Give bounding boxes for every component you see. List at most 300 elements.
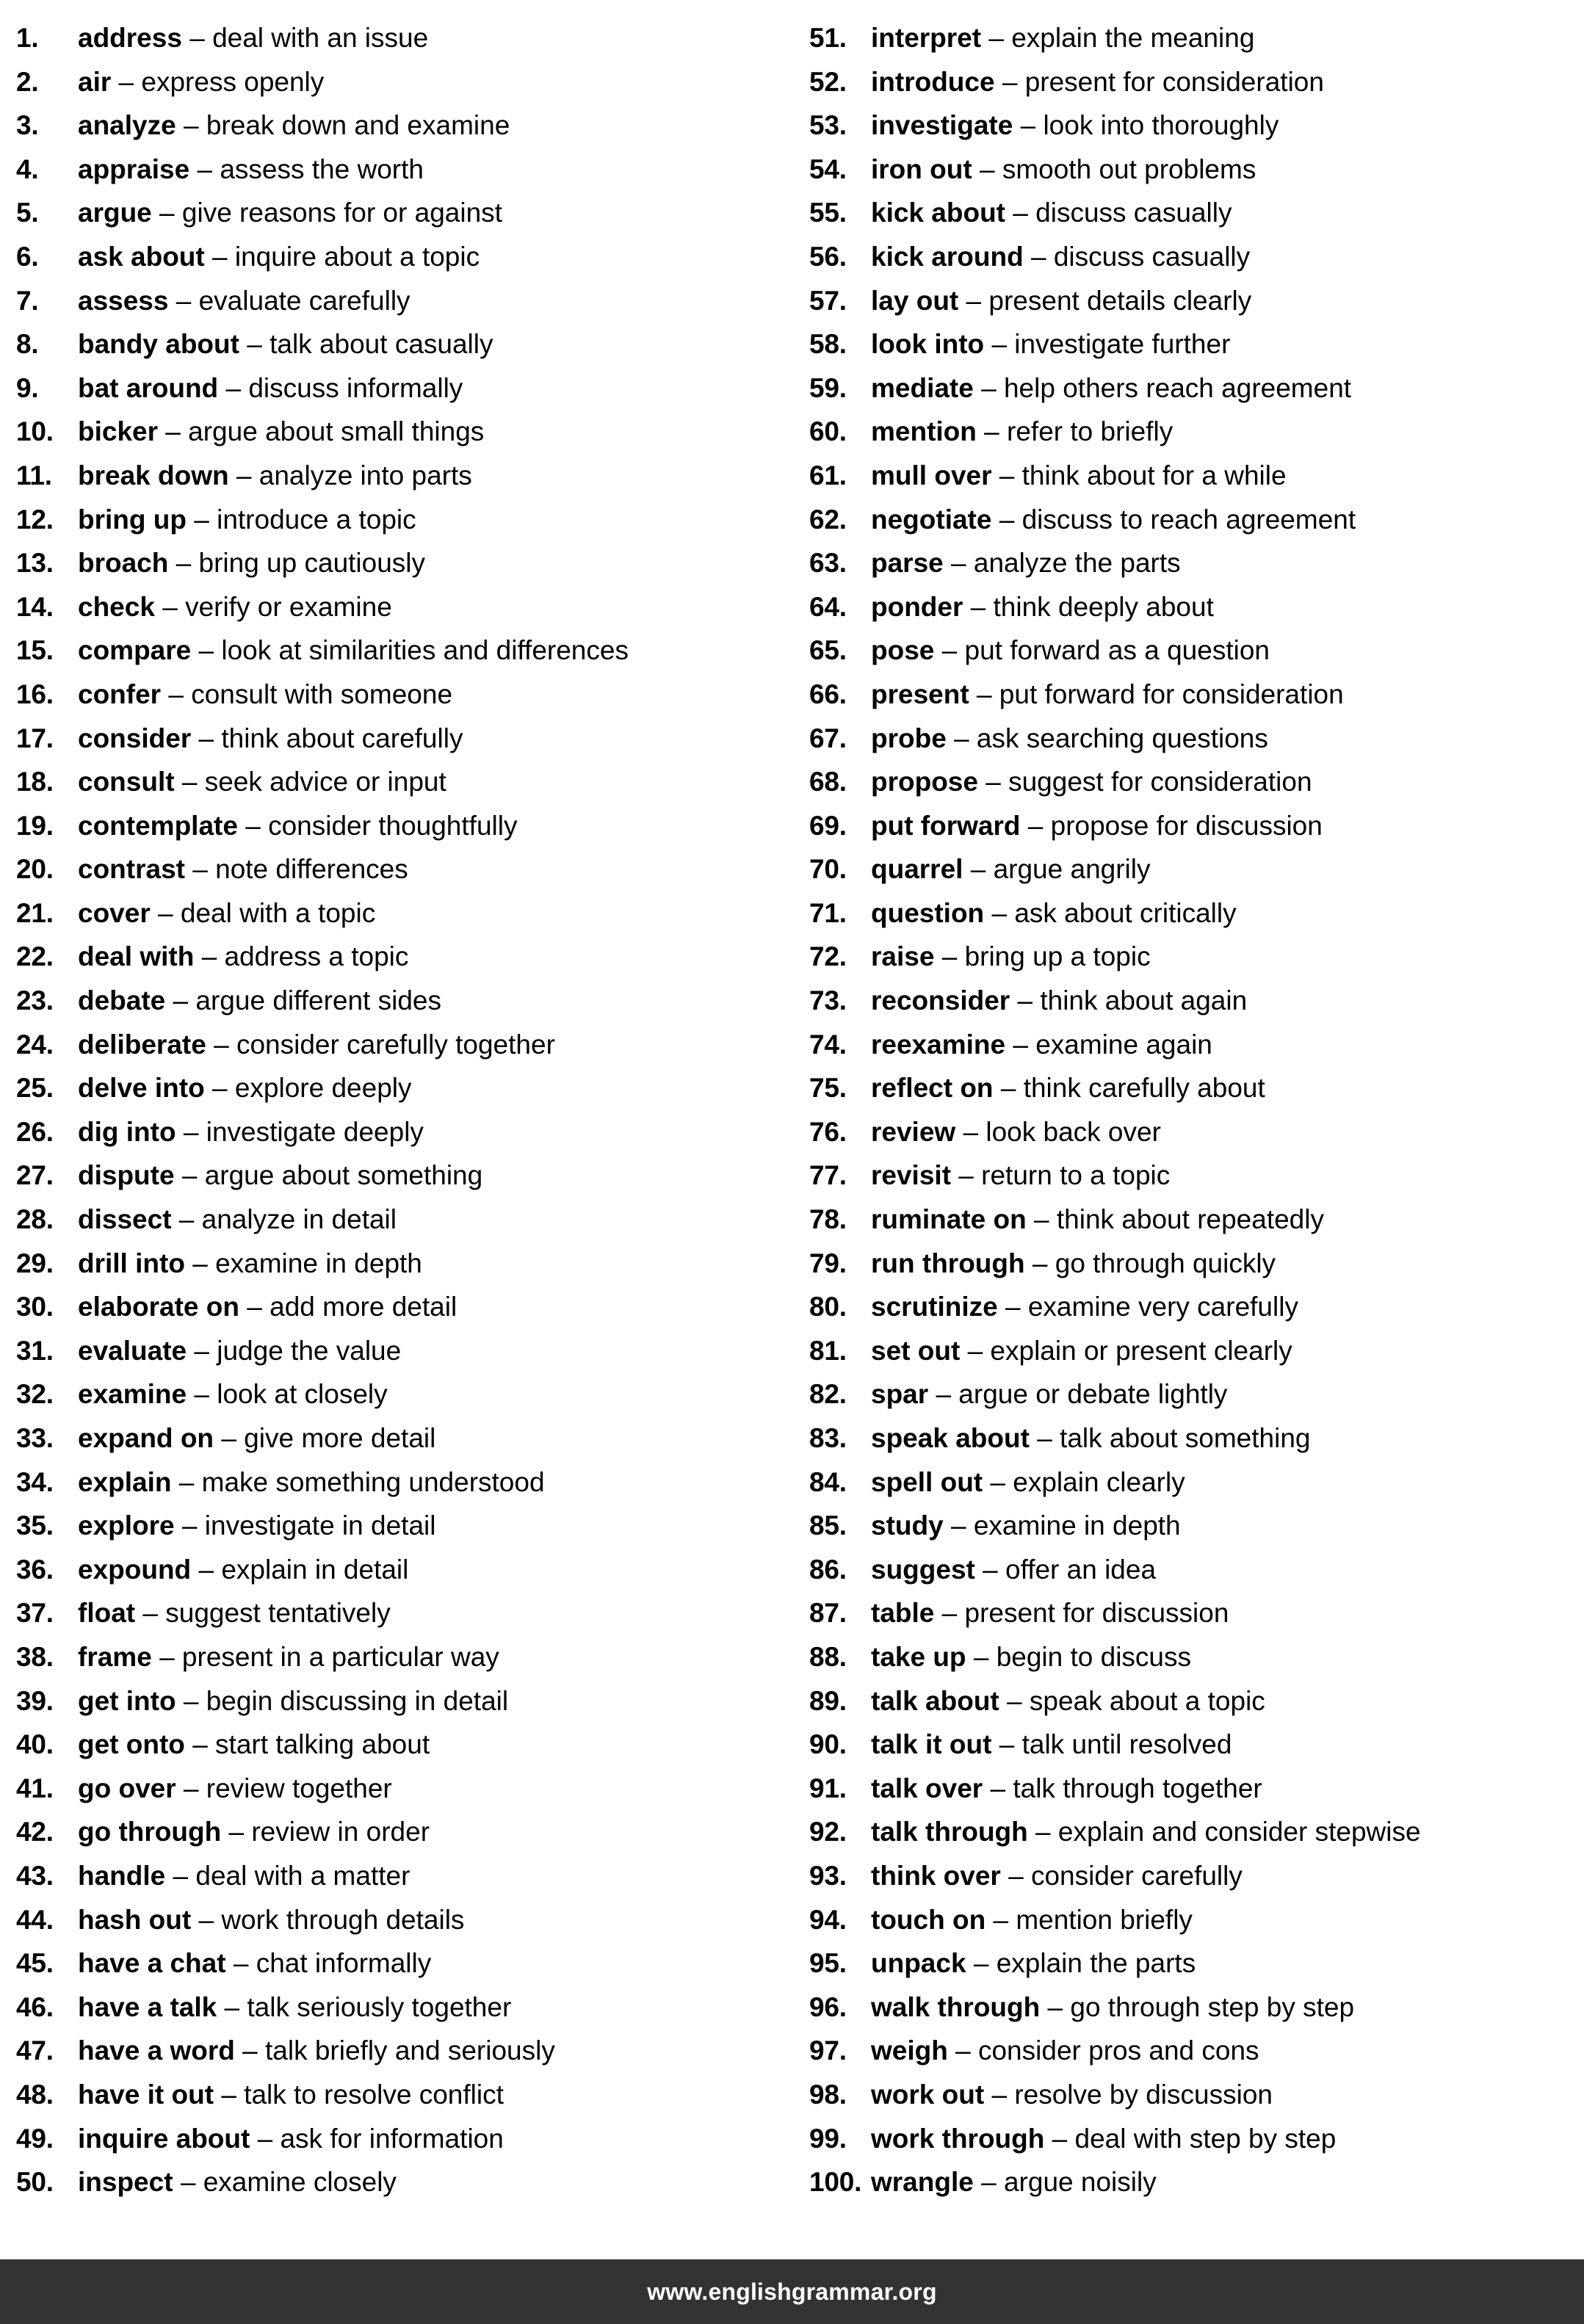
verb-term: frame — [78, 1641, 152, 1672]
verb-definition: look back over — [986, 1116, 1161, 1147]
list-item-number: 76. — [809, 1116, 847, 1147]
verb-definition: explain clearly — [1013, 1466, 1185, 1497]
verb-term: expand on — [78, 1423, 214, 1453]
list-item-body — [78, 322, 787, 366]
list-item-body — [78, 279, 787, 323]
verb-definition: ask for information — [280, 2123, 504, 2154]
verb-term: bat around — [78, 372, 219, 403]
verb-term: negotiate — [871, 504, 992, 535]
footer-bar — [0, 2259, 1584, 2324]
list-item-body — [871, 760, 1578, 804]
list-item — [809, 1941, 1578, 1985]
list-item-number: 99. — [809, 2123, 847, 2154]
verb-separator-dash: – — [118, 66, 134, 97]
verb-separator-dash: – — [986, 767, 1001, 797]
verb-term: get into — [78, 1685, 176, 1716]
list-item-body — [78, 2117, 787, 2161]
list-item-body — [78, 1679, 787, 1723]
list-item — [809, 585, 1578, 629]
verb-separator-dash: – — [178, 1204, 195, 1235]
list-item-number: 94. — [809, 1904, 847, 1935]
verb-separator-dash: – — [967, 1335, 983, 1366]
list-item-number: 20. — [16, 854, 54, 885]
list-item-body — [871, 60, 1578, 104]
verb-separator-dash: – — [181, 1510, 198, 1541]
list-item-number: 85. — [809, 1510, 847, 1541]
list-item-body — [78, 1723, 787, 1767]
list-item — [809, 60, 1578, 104]
list-item-body — [871, 585, 1578, 629]
verb-separator-dash: – — [954, 723, 969, 753]
verb-term: explore — [78, 1510, 175, 1541]
list-item — [809, 279, 1578, 323]
list-item-body — [78, 1460, 787, 1505]
verb-term: evaluate — [78, 1335, 187, 1366]
list-item-number: 51. — [809, 23, 847, 53]
verb-term: study — [871, 1510, 944, 1541]
list-item-body — [78, 1767, 787, 1811]
verb-term: expound — [78, 1554, 192, 1585]
list-item-number: 11. — [16, 460, 52, 490]
list-item-body — [78, 148, 787, 192]
verb-term: lay out — [871, 285, 959, 316]
list-item-number: 2. — [16, 66, 39, 97]
verb-separator-dash: – — [247, 329, 262, 360]
list-item-number: 84. — [809, 1466, 847, 1497]
list-item — [16, 760, 787, 804]
list-item-number: 79. — [809, 1248, 847, 1278]
list-item — [16, 2073, 787, 2117]
list-item-number: 5. — [16, 198, 39, 228]
list-item-body — [871, 104, 1578, 148]
verb-separator-dash: – — [192, 1729, 208, 1760]
verb-separator-dash: – — [988, 23, 1004, 53]
verb-separator-dash: – — [224, 1991, 240, 2022]
list-item-body — [871, 1372, 1578, 1416]
list-item — [809, 673, 1578, 717]
list-item-body — [78, 1110, 787, 1154]
list-item — [809, 717, 1578, 761]
verb-definition: examine in depth — [973, 1510, 1181, 1541]
verb-term: interpret — [871, 23, 982, 53]
list-item-number: 80. — [809, 1292, 847, 1322]
list-item-number: 67. — [809, 723, 847, 753]
verb-separator-dash: – — [245, 810, 261, 841]
verb-separator-dash: – — [242, 2035, 258, 2066]
list-item — [809, 1198, 1578, 1242]
list-item-number: 69. — [809, 810, 847, 841]
list-item-body — [871, 717, 1578, 761]
verb-term: deal with — [78, 941, 195, 972]
verb-definition: deal with an issue — [212, 23, 429, 53]
verb-term: drill into — [78, 1248, 185, 1278]
verb-term: ask about — [78, 241, 205, 272]
verb-separator-dash: – — [183, 1685, 199, 1716]
verb-separator-dash: – — [221, 2079, 236, 2110]
list-item — [809, 891, 1578, 935]
list-item-number: 48. — [16, 2079, 54, 2110]
list-item — [809, 104, 1578, 148]
list-item — [16, 322, 787, 366]
verb-term: mull over — [871, 460, 992, 490]
verb-definition: offer an idea — [1005, 1554, 1157, 1585]
verb-separator-dash: – — [1008, 1860, 1024, 1891]
verb-definition: explain in detail — [221, 1554, 409, 1585]
right-column — [793, 16, 1584, 2259]
verb-separator-dash: – — [941, 941, 958, 972]
list-item-number: 8. — [16, 329, 39, 360]
list-item-body — [78, 16, 787, 60]
list-item-body — [871, 1285, 1578, 1329]
verb-separator-dash: – — [999, 460, 1015, 490]
verb-term: talk it out — [871, 1729, 992, 1760]
list-item — [16, 1810, 787, 1854]
list-item — [16, 1548, 787, 1592]
verb-definition: add more detail — [270, 1292, 458, 1322]
list-item-body — [871, 891, 1578, 935]
verb-separator-dash: – — [1037, 1423, 1052, 1453]
verb-separator-dash: – — [176, 285, 192, 316]
list-item-body — [78, 1198, 787, 1242]
verb-definition: introduce a topic — [217, 504, 416, 535]
list-item — [809, 847, 1578, 891]
list-item-number: 25. — [16, 1073, 54, 1104]
footer-website-url: www.englishgrammar.org — [647, 2278, 937, 2305]
list-item-number: 18. — [16, 767, 54, 797]
verb-definition: argue about something — [204, 1160, 483, 1191]
list-item-body — [78, 1504, 787, 1548]
verb-separator-dash: – — [142, 1598, 158, 1629]
list-item-body — [871, 366, 1578, 410]
list-item-number: 60. — [809, 416, 847, 447]
list-item — [809, 1723, 1578, 1767]
verb-definition: give reasons for or against — [181, 198, 502, 228]
verb-term: kick about — [871, 198, 1005, 228]
verb-term: examine — [78, 1379, 187, 1410]
list-item — [16, 1285, 787, 1329]
list-item — [809, 1066, 1578, 1110]
list-item-number: 78. — [809, 1204, 847, 1235]
list-item-number: 17. — [16, 723, 54, 753]
verb-definition: express openly — [141, 66, 325, 97]
list-item-number: 52. — [809, 66, 847, 97]
verb-definition: talk through together — [1013, 1773, 1262, 1803]
verb-term: contemplate — [78, 810, 238, 841]
verb-term: table — [871, 1598, 935, 1629]
verb-separator-dash: – — [173, 1860, 189, 1891]
verb-term: think over — [871, 1860, 1001, 1891]
list-item-body — [871, 1767, 1578, 1811]
verb-term: consult — [78, 767, 175, 797]
list-item-body — [871, 979, 1578, 1023]
list-item — [16, 629, 787, 673]
verb-term: assess — [78, 285, 169, 316]
verb-term: dispute — [78, 1160, 175, 1191]
verb-separator-dash: – — [941, 635, 958, 666]
list-item-number: 21. — [16, 897, 54, 928]
verb-term: spar — [871, 1379, 929, 1410]
list-item-number: 36. — [16, 1554, 54, 1585]
verb-separator-dash: – — [973, 1948, 989, 1979]
list-item-body — [78, 410, 787, 454]
verb-separator-dash: – — [1027, 810, 1044, 841]
verb-definition: argue about small things — [188, 416, 485, 447]
list-item-body — [78, 235, 787, 279]
list-item-number: 40. — [16, 1729, 54, 1760]
list-item — [16, 717, 787, 761]
list-item-body — [871, 2117, 1578, 2161]
list-item — [809, 541, 1578, 585]
list-item-number: 22. — [16, 941, 54, 972]
list-item-number: 61. — [809, 460, 847, 490]
list-item-number: 65. — [809, 635, 847, 666]
list-item-number: 68. — [809, 767, 847, 797]
verb-separator-dash: – — [936, 1379, 952, 1410]
list-item — [16, 1767, 787, 1811]
list-item-number: 34. — [16, 1466, 54, 1497]
verb-separator-dash: – — [183, 1773, 199, 1803]
verb-separator-dash: – — [158, 897, 173, 928]
list-item-body — [78, 1416, 787, 1460]
list-item-body — [871, 1460, 1578, 1505]
verb-definition: consider thoughtfully — [268, 810, 518, 841]
verb-term: check — [78, 591, 155, 622]
verb-term: suggest — [871, 1554, 975, 1585]
verb-separator-dash: – — [198, 635, 214, 666]
verb-definition: start talking about — [215, 1729, 430, 1760]
list-item — [16, 1985, 787, 2030]
list-item-number: 63. — [809, 548, 847, 579]
verb-definition: investigate deeply — [206, 1116, 424, 1147]
list-item-body — [871, 1154, 1578, 1198]
verb-definition: consider pros and cons — [977, 2035, 1259, 2066]
verb-term: review — [871, 1116, 956, 1147]
list-item-body — [871, 1635, 1578, 1679]
verb-separator-dash: – — [1035, 1817, 1051, 1847]
verb-separator-dash: – — [993, 1904, 1009, 1935]
verb-definition: examine again — [1035, 1029, 1212, 1060]
list-item-number: 46. — [16, 1991, 54, 2022]
verb-separator-dash: – — [194, 1379, 209, 1410]
list-item-number: 81. — [809, 1335, 847, 1366]
verb-definition: begin to discuss — [996, 1641, 1192, 1672]
list-item — [809, 804, 1578, 848]
verb-list-left — [16, 16, 787, 2204]
list-item — [809, 1154, 1578, 1198]
verb-term: handle — [78, 1860, 166, 1891]
list-item — [16, 1066, 787, 1110]
verb-separator-dash: – — [247, 1292, 262, 1322]
verb-separator-dash: – — [225, 372, 242, 403]
list-item-number: 75. — [809, 1073, 847, 1104]
verb-definition: investigate in detail — [204, 1510, 436, 1541]
verb-separator-dash: – — [1030, 241, 1046, 272]
verb-separator-dash: – — [973, 1641, 989, 1672]
verb-separator-dash: – — [201, 941, 217, 972]
verb-term: set out — [871, 1335, 961, 1366]
list-item — [16, 366, 787, 410]
verb-term: run through — [871, 1248, 1025, 1278]
list-item-body — [871, 2073, 1578, 2117]
list-item-body — [78, 1854, 787, 1898]
verb-separator-dash: – — [228, 1817, 245, 1847]
list-item — [809, 191, 1578, 235]
verb-separator-dash: – — [198, 723, 214, 753]
list-item — [16, 1460, 787, 1505]
list-item-body — [871, 1329, 1578, 1373]
verb-term: mention — [871, 416, 977, 447]
list-item-number: 38. — [16, 1641, 54, 1672]
list-item-number: 88. — [809, 1641, 847, 1672]
list-item — [16, 1329, 787, 1373]
list-item — [809, 1635, 1578, 1679]
list-item — [16, 1372, 787, 1416]
verb-separator-dash: – — [999, 504, 1015, 535]
list-item — [809, 148, 1578, 192]
list-item-number: 4. — [16, 153, 39, 184]
verb-definition: judge the value — [217, 1335, 402, 1366]
verb-separator-dash: – — [950, 1510, 966, 1541]
verb-term: have it out — [78, 2079, 214, 2110]
list-item-body — [78, 935, 787, 979]
verb-definition: review in order — [251, 1817, 430, 1847]
verb-term: propose — [871, 767, 978, 797]
list-item-number: 70. — [809, 854, 847, 885]
verb-definition: discuss informally — [248, 372, 463, 403]
list-item-body — [78, 1285, 787, 1329]
list-item-body — [871, 1854, 1578, 1898]
verb-definition: present for consideration — [1024, 66, 1324, 97]
verb-definition: begin discussing in detail — [206, 1685, 509, 1716]
list-item-body — [78, 673, 787, 717]
verb-definition: speak about a topic — [1029, 1685, 1265, 1716]
verb-definition: analyze into parts — [258, 460, 472, 490]
list-item — [809, 1504, 1578, 1548]
list-item-body — [78, 1591, 787, 1635]
verb-term: question — [871, 897, 985, 928]
verb-separator-dash: – — [991, 2079, 1008, 2110]
list-item — [809, 410, 1578, 454]
list-item — [809, 1591, 1578, 1635]
list-item — [16, 454, 787, 498]
verb-separator-dash: – — [257, 2123, 273, 2154]
list-item-number: 100. — [809, 2167, 862, 2198]
verb-separator-dash: – — [966, 285, 982, 316]
verb-term: iron out — [871, 153, 972, 184]
verb-term: consider — [78, 723, 192, 753]
verb-separator-dash: – — [1032, 1248, 1048, 1278]
list-item-number: 13. — [16, 548, 54, 579]
list-item — [16, 1635, 787, 1679]
list-item-number: 33. — [16, 1423, 54, 1453]
verb-separator-dash: – — [173, 985, 189, 1016]
list-item-body — [78, 2160, 787, 2204]
list-item-body — [78, 717, 787, 761]
list-item — [16, 673, 787, 717]
verb-term: cover — [78, 897, 151, 928]
list-item-number: 87. — [809, 1598, 847, 1629]
verb-term: talk about — [871, 1685, 999, 1716]
verb-term: confer — [78, 678, 162, 709]
list-item — [16, 541, 787, 585]
verb-separator-dash: – — [955, 2035, 971, 2066]
list-item — [16, 2160, 787, 2204]
list-item — [16, 498, 787, 542]
list-item — [16, 1941, 787, 1985]
verb-definition: propose for discussion — [1050, 810, 1323, 841]
list-item-body — [871, 410, 1578, 454]
list-item-number: 98. — [809, 2079, 847, 2110]
list-item — [809, 1985, 1578, 2030]
list-item — [16, 191, 787, 235]
verb-term: work through — [871, 2123, 1045, 2154]
list-item — [16, 935, 787, 979]
list-item-body — [78, 1898, 787, 1942]
verb-term: broach — [78, 548, 169, 579]
list-item-number: 37. — [16, 1598, 54, 1629]
list-item — [16, 2029, 787, 2073]
verb-definition: investigate further — [1014, 329, 1231, 360]
verb-separator-dash: – — [963, 1116, 979, 1147]
verb-separator-dash: – — [981, 372, 997, 403]
verb-term: ruminate on — [871, 1204, 1027, 1235]
list-item-body — [871, 148, 1578, 192]
verb-separator-dash: – — [1000, 1073, 1016, 1104]
verb-separator-dash: – — [233, 1948, 249, 1979]
list-item — [809, 1372, 1578, 1416]
verb-term: talk over — [871, 1773, 983, 1803]
verb-definition: deal with step by step — [1074, 2123, 1337, 2154]
list-item — [16, 1679, 787, 1723]
list-item-body — [871, 2160, 1578, 2204]
verb-definition: mention briefly — [1016, 1904, 1193, 1935]
verb-term: delve into — [78, 1073, 205, 1104]
list-item-number: 72. — [809, 941, 847, 972]
list-item-body — [871, 1242, 1578, 1286]
list-item-body — [871, 541, 1578, 585]
verb-term: investigate — [871, 110, 1013, 141]
list-item — [16, 891, 787, 935]
verb-separator-dash: – — [183, 110, 199, 141]
verb-separator-dash: – — [183, 1116, 199, 1147]
list-item-number: 59. — [809, 372, 847, 403]
list-item — [16, 104, 787, 148]
verb-term: compare — [78, 635, 192, 666]
list-item — [809, 935, 1578, 979]
verb-separator-dash: – — [976, 678, 992, 709]
verb-definition: chat informally — [256, 1948, 432, 1979]
list-item-number: 41. — [16, 1773, 54, 1803]
verb-separator-dash: – — [990, 1773, 1006, 1803]
list-item — [16, 410, 787, 454]
list-item — [809, 498, 1578, 542]
verb-separator-dash: – — [212, 241, 228, 272]
verb-term: get onto — [78, 1729, 185, 1760]
verb-separator-dash: – — [981, 2167, 997, 2198]
verb-separator-dash: – — [983, 1554, 998, 1585]
verb-separator-dash: – — [211, 1073, 228, 1104]
list-item-body — [78, 60, 787, 104]
verb-term: have a word — [78, 2035, 235, 2066]
verb-definition: suggest for consideration — [1008, 767, 1312, 797]
list-item-number: 1. — [16, 23, 39, 53]
verb-definition: bring up cautiously — [198, 548, 426, 579]
list-item-body — [78, 1329, 787, 1373]
verb-definition: look at similarities and differences — [221, 635, 629, 666]
list-item-body — [871, 1591, 1578, 1635]
verb-definition: smooth out problems — [1002, 153, 1256, 184]
list-item-body — [78, 847, 787, 891]
